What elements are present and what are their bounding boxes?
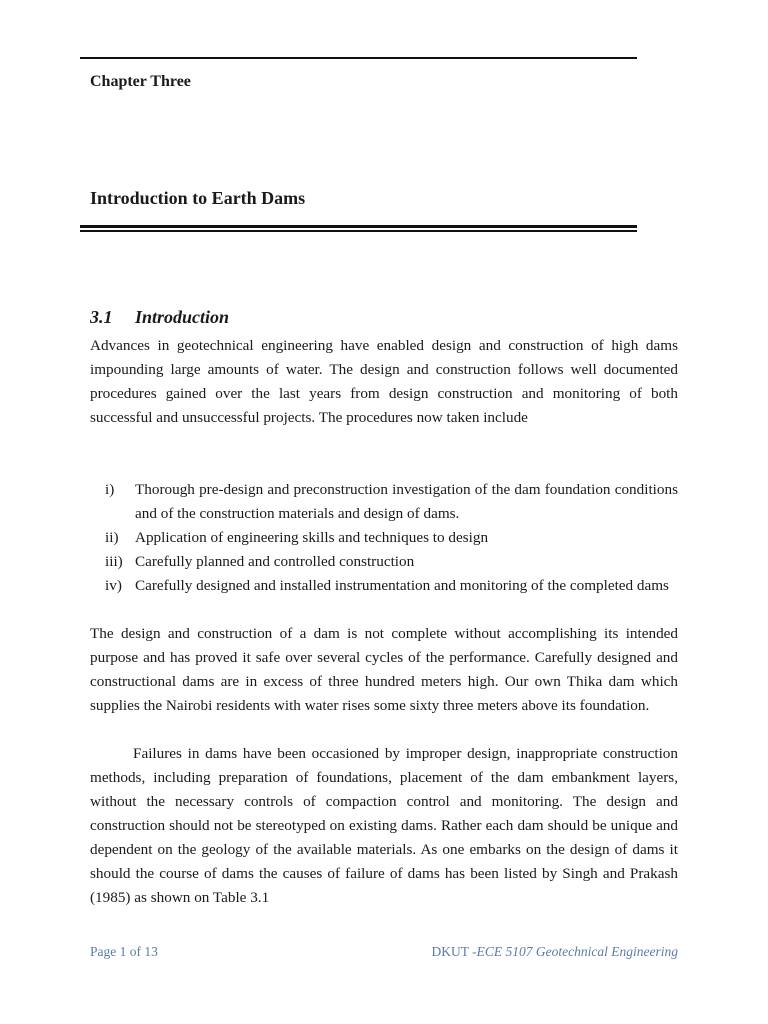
- chapter-label: Chapter Three: [90, 73, 191, 90]
- list-item: [90, 550, 678, 574]
- list-item: [90, 526, 678, 550]
- footer-institution: DKUT -: [431, 944, 477, 959]
- list-marker: i): [105, 481, 115, 498]
- footer-course: [432, 943, 678, 961]
- third-paragraph-text: Failures in dams have been occasioned by improper design, inappropriate construction methods, including preparation of foundations, placement of the dam embankment layers, without the necessary controls of compaction control and monitoring. The design and construction should not be stereotyped on existing dams. Rather each dam should be unique and dependent on the geology of the available materials. As one embarks on the design of dams it should the course of dams the causes of failure of dams has been listed by Singh and Prakash (1985) as shown on Table 3.1: [90, 745, 678, 906]
- list-item: [90, 574, 678, 598]
- procedures-list: [90, 478, 678, 598]
- list-item: [90, 478, 678, 526]
- list-marker: iii): [105, 553, 123, 570]
- list-item-text: Carefully planned and controlled construction: [135, 553, 415, 570]
- list-item-text: Thorough pre-design and preconstruction investigation of the dam foundation conditions and of the construction materials and design of dams.: [135, 481, 678, 522]
- chapter-title: Introduction to Earth Dams: [90, 188, 306, 208]
- list-item-text: Application of engineering skills and techniques to design: [135, 529, 489, 546]
- list-marker: ii): [105, 529, 119, 546]
- section-heading: [90, 306, 229, 328]
- title-double-rule: [80, 225, 637, 232]
- header-rule: [80, 57, 637, 59]
- section-number: 3.1: [90, 307, 113, 327]
- section-title: Introduction: [135, 307, 230, 327]
- list-item-text: Carefully designed and installed instrumentation and monitoring of the completed dams: [135, 577, 669, 594]
- page-number: Page 1 of 13: [90, 944, 158, 959]
- second-paragraph: The design and construction of a dam is not complete without accomplishing its intended purpose and has proved it safe over several cycles of the performance. Carefully designed and constructional dams are in excess of three hundred meters high. Our own Thika dam which supplies the Nairobi residents with water rises some sixty three meters above its foundation.: [90, 625, 678, 714]
- intro-paragraph: Advances in geotechnical engineering have enabled design and construction of high dams impounding large amounts of water. The design and construction follows well documented procedures gained over the last years from design construction and monitoring of both successful and unsuccessful projects. The procedures now taken include: [90, 337, 678, 426]
- list-marker: iv): [105, 577, 122, 594]
- third-paragraph: [90, 742, 678, 910]
- footer-course-title: ECE 5107 Geotechnical Engineering: [476, 944, 678, 959]
